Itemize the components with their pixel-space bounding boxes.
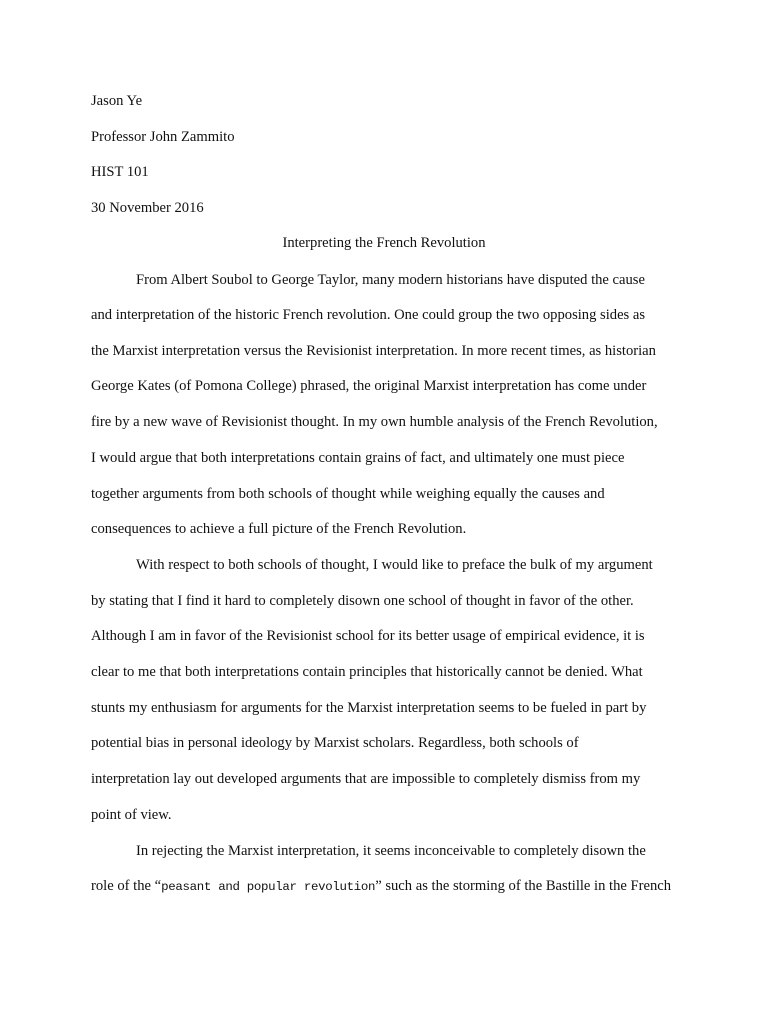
paragraph-2-line-7: interpretation lay out developed arguments that are impossible to completely dismiss from my (91, 771, 641, 787)
paragraph-1-line-3: the Marxist interpretation versus the Revisionist interpretation. In more recent times, as historian (91, 343, 656, 359)
paragraph-2-line-1: With respect to both schools of thought, I would like to preface the bulk of my argument (136, 557, 653, 573)
author-name: Jason Ye (91, 93, 143, 109)
paragraph-2-line-2: by stating that I find it hard to completely disown one school of thought in favor of the other. (91, 593, 634, 609)
paragraph-2-line-8: point of view. (91, 807, 172, 823)
paragraph-1-line-2: and interpretation of the historic French revolution. One could group the two opposing sides as (91, 307, 646, 323)
paragraph-2-line-5: stunts my enthusiasm for arguments for the Marxist interpretation seems to be fueled in part by (91, 700, 647, 716)
document-date: 30 November 2016 (91, 200, 204, 216)
paragraph-1-line-6: I would argue that both interpretations contain grains of fact, and ultimately one must piece (91, 450, 625, 466)
paragraph-1-line-1: From Albert Soubol to George Taylor, many modern historians have disputed the cause (136, 272, 645, 288)
paragraph-3-line-1: In rejecting the Marxist interpretation, it seems inconceivable to completely disown the (136, 843, 646, 859)
paragraph-1-line-8: consequences to achieve a full picture of the French Revolution. (91, 521, 467, 537)
paragraph-1-line-5: fire by a new wave of Revisionist thought. In my own humble analysis of the French Revolution, (91, 414, 658, 430)
paragraph-2-line-4: clear to me that both interpretations contain principles that historically cannot be denied. What (91, 664, 643, 680)
paragraph-3-line-2 (91, 877, 671, 896)
professor-name: Professor John Zammito (91, 129, 235, 145)
paragraph-2-line-6: potential bias in personal ideology by Marxist scholars. Regardless, both schools of (91, 735, 579, 751)
paragraph-2-line-3: Although I am in favor of the Revisionist school for its better usage of empirical evidence, it is (91, 628, 645, 644)
paragraph-1-line-7: together arguments from both schools of thought while weighing equally the causes and (91, 486, 605, 502)
course-code: HIST 101 (91, 164, 149, 180)
paragraph-1-line-4: George Kates (of Pomona College) phrased, the original Marxist interpretation has come under (91, 378, 647, 394)
document-title: Interpreting the French Revolution (282, 235, 486, 251)
paragraph-3-line-2-before: role of the “ (91, 878, 162, 894)
quoted-phrase: peasant and popular revolution (161, 880, 376, 894)
paragraph-3-line-2-after: ” such as the storming of the Bastille in the French (375, 878, 672, 894)
